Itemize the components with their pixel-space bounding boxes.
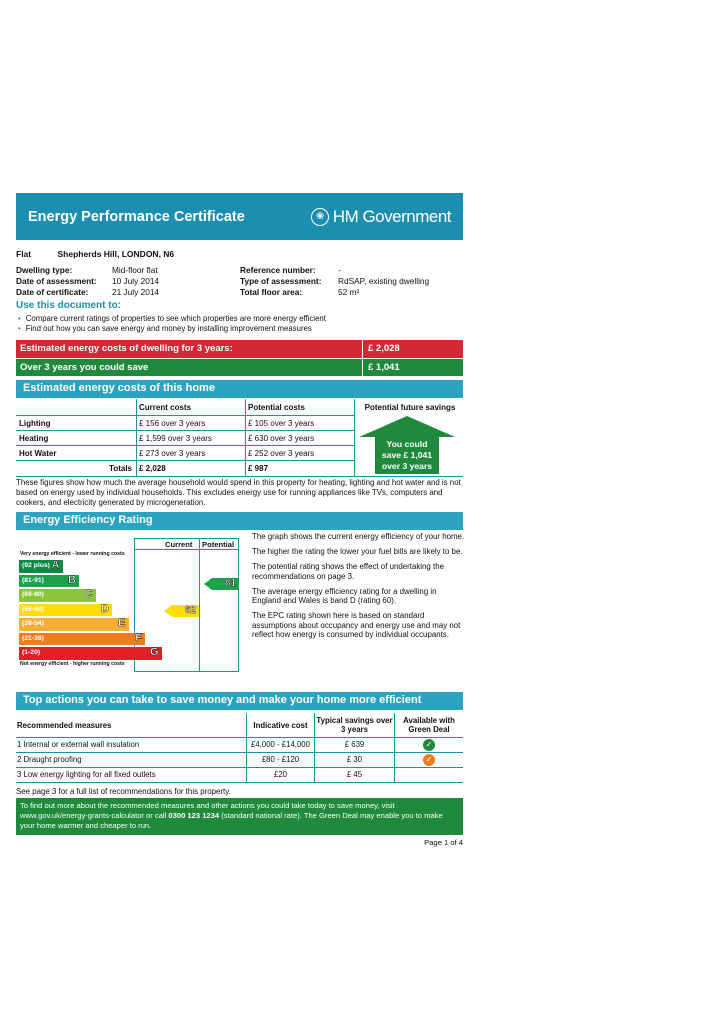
hm-government-logo: ❀ HM Government xyxy=(311,207,451,227)
band-letter: B xyxy=(68,573,76,586)
detail-row xyxy=(16,265,463,276)
actions-header-cell: Indicative cost xyxy=(246,713,314,738)
current-rating-arrow: 62 xyxy=(172,605,199,617)
detail-label: Type of assessment: xyxy=(240,276,322,286)
cost-item-label: Hot Water xyxy=(16,446,136,461)
potential-rating-arrow: 81 xyxy=(212,578,239,590)
detail-row xyxy=(16,276,463,287)
action-cost: £20 xyxy=(246,768,314,783)
green-deal-tick-icon: ✓ xyxy=(423,739,435,751)
rating-band-b xyxy=(19,575,79,588)
action-saving: £ 639 xyxy=(314,738,394,753)
band-range: (92 plus) xyxy=(22,562,50,569)
detail-value: - xyxy=(338,265,341,275)
costs-header-cell: Potential costs xyxy=(245,399,354,416)
use-doc-item: • Compare current ratings of properties to see which properties are more energy efficient xyxy=(18,314,326,324)
detail-label: Date of certificate: xyxy=(16,287,89,297)
property-details xyxy=(16,265,463,298)
potential-cost: £ 630 over 3 years xyxy=(245,431,354,446)
band-range: (55-68) xyxy=(22,605,44,613)
costs-header-cell xyxy=(16,399,136,416)
detail-value: 21 July 2014 xyxy=(112,287,160,297)
costs-note: These figures show how much the average household would spend in this property for heating, lighting and hot water and is not based on energy used by individual households. This excludes energy use for running appliances like TVs, computers and cookers, and electricity generated by microgeneration. xyxy=(16,478,461,507)
future-savings-arrow: You could save £ 1,041 over 3 years xyxy=(359,416,455,474)
efficient-note: Very energy efficient - lower running costs xyxy=(20,551,125,557)
rating-band-e xyxy=(19,618,129,631)
total-current: £ 2,028 xyxy=(139,464,166,473)
green-deal-tick-icon: ✓ xyxy=(423,754,435,766)
cost-item-label: Lighting xyxy=(16,416,136,431)
rating-band-a xyxy=(19,560,63,573)
see-page-note: See page 3 for a full list of recommendations for this property. xyxy=(16,787,231,796)
band-range: (39-54) xyxy=(22,620,44,627)
page-number: Page 1 of 4 xyxy=(424,838,463,847)
detail-row xyxy=(16,287,463,298)
potential-cost: £ 252 over 3 years xyxy=(245,446,354,461)
detail-value: Mid-floor flat xyxy=(112,265,158,275)
band-letter: A xyxy=(51,559,60,571)
actions-header-cell: Recommended measures xyxy=(16,713,246,738)
band-letter: D xyxy=(101,602,109,615)
use-doc-list xyxy=(18,314,326,333)
rating-potential-header: Potential xyxy=(202,540,235,549)
band-range: (1-20) xyxy=(22,649,41,656)
action-saving: £ 45 xyxy=(314,768,394,783)
band-letter: E xyxy=(118,617,126,629)
costs-header-row xyxy=(16,399,463,416)
band-range: (21-38) xyxy=(22,634,44,642)
rating-explanation: The graph shows the current energy efficiency of your home. The higher the rating the lower your fuel bills are likely to be. The potential rating shows the effect of undertaking the recommendations on page 3. The average energy efficiency rating for a dwelling in England and Wales is band D (rating 60). The EPC rating shown here is based on standard assumptions about occupancy and energy use and may not reflect how energy is consumed by individual occupants. xyxy=(252,532,465,639)
detail-label: Dwelling type: xyxy=(16,265,73,275)
crest-icon: ❀ xyxy=(311,208,329,226)
use-doc-item: • Find out how you can save energy and money by installing improvement measures xyxy=(18,324,326,334)
costs-header-cell: Current costs xyxy=(136,399,245,416)
band-letter: F xyxy=(135,631,142,644)
action-green-deal xyxy=(394,768,463,783)
costs-header-cell: Potential future savings xyxy=(364,403,456,412)
action-cost: £80 - £120 xyxy=(246,753,314,768)
rating-band-c xyxy=(19,589,96,602)
action-cost: £4,000 - £14,000 xyxy=(246,738,314,753)
rating-band-d xyxy=(19,604,112,617)
inefficient-note: Not energy efficient - higher running costs xyxy=(20,661,125,667)
rating-band-g xyxy=(19,647,162,660)
band-letter: G xyxy=(149,646,159,658)
rating-section-title: Energy Efficiency Rating xyxy=(16,512,463,530)
current-cost: £ 156 over 3 years xyxy=(136,416,245,431)
detail-value: RdSAP, existing dwelling xyxy=(338,276,430,286)
costs-table xyxy=(16,399,463,475)
detail-label: Total floor area: xyxy=(240,287,303,297)
action-measure: 3 Low energy lighting for all fixed outlets xyxy=(16,768,246,783)
detail-value: 52 m² xyxy=(338,287,360,297)
totals-label: Totals xyxy=(109,464,132,473)
detail-label: Reference number: xyxy=(240,265,316,275)
current-cost: £ 273 over 3 years xyxy=(136,446,245,461)
detail-label: Date of assessment: xyxy=(16,276,97,286)
action-green-deal xyxy=(394,738,463,753)
costs-section-title: Estimated energy costs of this home xyxy=(16,380,463,398)
estimated-cost-bar: Estimated energy costs of dwelling for 3 years: £ 2,028 xyxy=(16,340,463,358)
property-address: Flat Shepherds Hill, LONDON, N6 xyxy=(16,249,175,259)
rating-band-f xyxy=(19,633,145,646)
total-potential: £ 987 xyxy=(248,464,269,473)
detail-value: 10 July 2014 xyxy=(112,276,160,286)
use-doc-title: Use this document to: xyxy=(16,300,122,311)
action-measure: 2 Draught proofing xyxy=(16,753,246,768)
action-measure: 1 Internal or external wall insulation xyxy=(16,738,246,753)
band-range: (69-80) xyxy=(22,591,44,598)
actions-header-cell: Typical savings over 3 years xyxy=(314,713,394,738)
cost-item-label: Heating xyxy=(16,431,136,446)
actions-header-cell: Available with Green Deal xyxy=(394,713,463,738)
epc-document xyxy=(16,193,465,847)
green-deal-info: To find out more about the recommended measures and other actions you could take today to save money, visit www.gov.uk/energy-grants-calculator or call 0300 123 1234 (standard national rate). The Green Deal may enable you to make your home warmer and cheaper to run. xyxy=(16,798,463,835)
current-cost: £ 1,599 over 3 years xyxy=(136,431,245,446)
rating-chart xyxy=(16,538,239,672)
rating-current-header: Current xyxy=(165,540,193,549)
actions-section-title: Top actions you can take to save money and make your home more efficient xyxy=(16,692,463,710)
action-saving: £ 30 xyxy=(314,753,394,768)
band-range: (81-91) xyxy=(22,576,44,584)
action-green-deal xyxy=(394,753,463,768)
potential-cost: £ 105 over 3 years xyxy=(245,416,354,431)
header-band xyxy=(16,193,463,240)
saving-bar: Over 3 years you could save £ 1,041 xyxy=(16,358,463,376)
band-letter: C xyxy=(84,588,93,600)
certificate-title: Energy Performance Certificate xyxy=(28,208,245,225)
